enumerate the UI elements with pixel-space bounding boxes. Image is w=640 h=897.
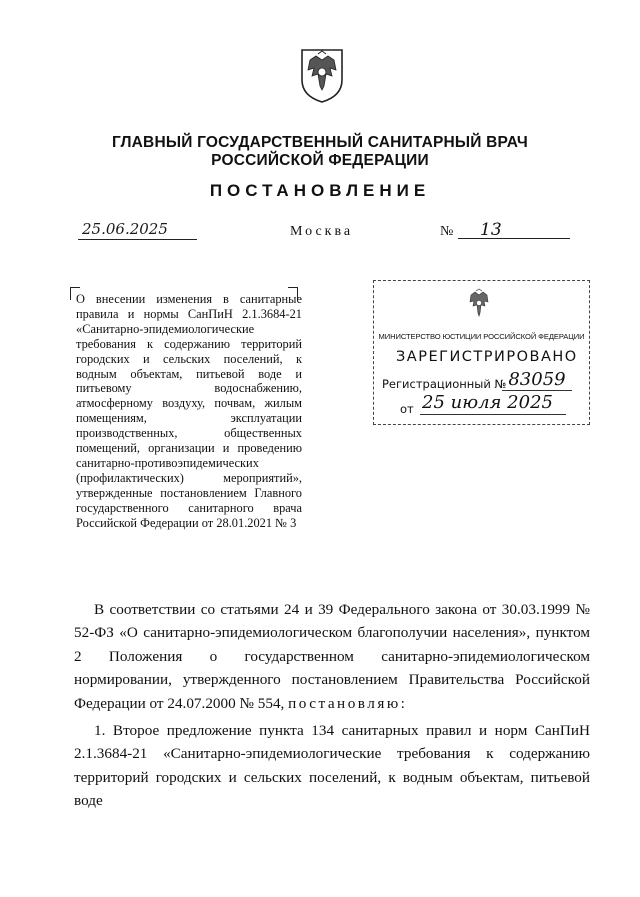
body-paragraph-1-text: В соответствии со статьями 24 и 39 Федерального закона от 30.03.1999 № 52-ФЗ «О санитарно-эпидемиологическом благополучии населения», пунктом 2 Положения о государственном санитарно-эпидемиологическом нормировании, утвержденного постановлением Правительства Российской Федерации от 24.07.2000 № 554, <box>74 601 590 712</box>
body-paragraph-2: 1. Второе предложение пункта 134 санитарных правил и норм СанПиН 2.1.3684-21 «Санитарно-эпидемиологические требования к содержанию территорий городских и сельских поселений, к водным объектам, питьевой воде <box>74 722 590 810</box>
number-label: № <box>440 224 454 239</box>
document-body <box>74 598 590 813</box>
stamp-from-label: от <box>400 402 414 416</box>
coat-of-arms-emblem <box>298 46 346 104</box>
issuer-subtitle: РОССИЙСКОЙ ФЕДЕРАЦИИ <box>211 152 429 169</box>
stamp-ministry: МИНИСТЕРСТВО ЮСТИЦИИ РОССИЙСКОЙ ФЕДЕРАЦИИ <box>378 332 585 341</box>
issuer-title: ГЛАВНЫЙ ГОСУДАРСТВЕННЫЙ САНИТАРНЫЙ ВРАЧ <box>111 134 528 151</box>
document-date: 25.06.2025 <box>78 220 197 240</box>
document-type: ПОСТАНОВЛЕНИЕ <box>209 181 431 200</box>
stamp-reg-label: Регистрационный № <box>382 377 507 391</box>
document-number: 13 <box>458 220 570 239</box>
registration-stamp <box>373 280 590 425</box>
document-city: Москва <box>290 224 354 239</box>
stamp-emblem-icon <box>464 287 494 325</box>
body-paragraph-1 <box>74 598 590 715</box>
stamp-status: ЗАРЕГИСТРИРОВАНО <box>396 349 578 365</box>
stamp-reg-date <box>420 392 566 415</box>
document-subject: О внесении изменения в санитарные правила и нормы СанПиН 2.1.3684-21 «Санитарно-эпидемиологические требования к содержанию территорий городских и сельских поселений, к водным объектам, питьевой воде и питьевому водоснабжению, атмосферному воздуху, почвам, жилым помещениям, эксплуатации производственных, общественных помещений, организации и проведению санитарно-противоэпидемических (профилактических) мероприятий», утвержденные постановлением Главного государственного санитарного врача Российской Федерации от 28.01.2021 № 3 <box>76 292 302 530</box>
stamp-reg-date-text: 25 июля 2025 <box>422 392 553 413</box>
stamp-reg-number: 83059 <box>502 369 572 391</box>
decree-word: постановляю: <box>288 694 408 712</box>
